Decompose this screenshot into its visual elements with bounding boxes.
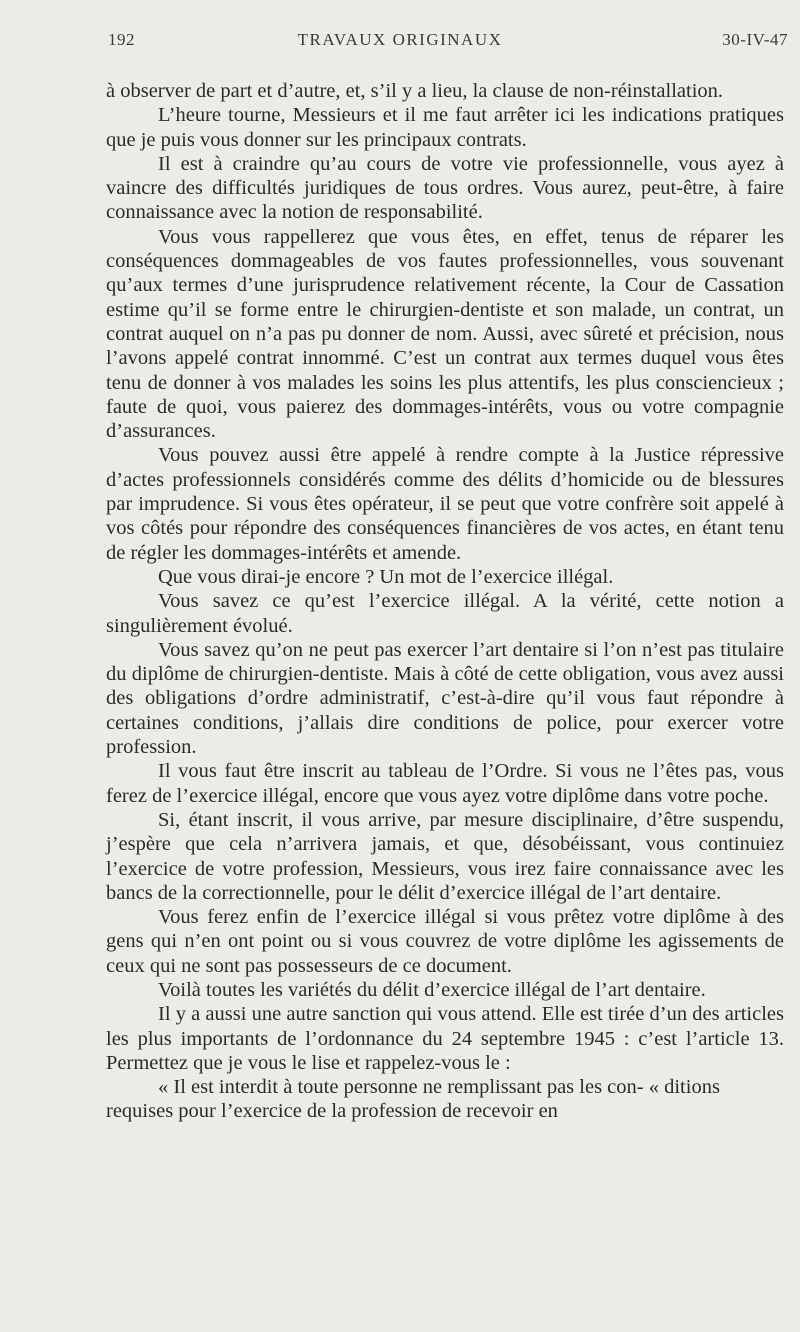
paragraph-7: Vous savez ce qu’est l’exercice illégal. A la vérité, cette notion a singulièrement évolué. xyxy=(106,590,784,637)
paragraph-10: Si, étant inscrit, il vous arrive, par mesure disciplinaire, d’être suspendu, j’espère que cela n’arrivera jamais, et que, désobéissant, vous continuiez l’exercice de votre profession, Messieurs, vous irez faire connaissance avec les bancs de la correctionnelle, pour le délit d’exercice illégal de l’art dentaire. xyxy=(106,808,784,904)
paragraph-9: Il vous faut être inscrit au tableau de l’Ordre. Si vous ne l’êtes pas, vous ferez de l’exercice illégal, encore que vous ayez votre diplôme dans votre poche. xyxy=(106,760,784,807)
paragraph-5: Vous pouvez aussi être appelé à rendre compte à la Justice répressive d’actes professionnels considérés comme des délits d’homicide ou de blessures par imprudence. Si vous êtes opérateur, il se peut que votre confrère soit appelé à vos côtés pour répondre des conséquences financières de vos actes, en étant tenu de régler les dommages-intérêts et amende. xyxy=(106,444,784,564)
paragraph-2: L’heure tourne, Messieurs et il me faut arrêter ici les indications pratiques que je puis vous donner sur les principaux contrats. xyxy=(106,104,784,151)
page-header xyxy=(0,30,800,54)
paragraph-13: Il y a aussi une autre sanction qui vous attend. Elle est tirée d’un des articles les plus importants de l’ordonnance du 24 septembre 1945 : c’est l’article 13. Permettez que je vous le lise et rappelez-vous le : xyxy=(106,1003,784,1074)
paragraph-1: à observer de part et d’autre, et, s’il y a lieu, la clause de non-réinstallation. xyxy=(106,80,724,102)
paragraph-6: Que vous dirai-je encore ? Un mot de l’exercice illégal. xyxy=(158,565,614,588)
body-text xyxy=(106,79,784,1124)
paragraph-4: Vous vous rappellerez que vous êtes, en effet, tenus de réparer les conséquences dommageables de vos fautes professionnelles, vous souvenant qu’aux termes d’une jurisprudence relativement récente, la Cour de Cassation estime qu’il se forme entre le chirurgien-dentiste et son malade, un contrat, un contrat auquel on n’a pas pu donner de nom. Aussi, avec sûreté et précision, nous l’avons appelé contrat innommé. C’est un contrat aux termes duquel vous êtes tenu de donner à vos malades les soins les plus attentifs, les plus consciencieux ; faute de quoi, vous paierez des dommages-intérêts, vous ou votre compagnie d’assurances. xyxy=(106,225,784,443)
paragraph-14: « Il est interdit à toute personne ne remplissant pas les con- « ditions requises pour l’exercice de la profession de recevoir en xyxy=(106,1076,720,1123)
header-date: 30-IV-47 xyxy=(722,30,788,49)
running-title: TRAVAUX ORIGINAUX xyxy=(297,30,503,49)
paragraph-12: Voilà toutes les variétés du délit d’exercice illégal de l’art dentaire. xyxy=(158,978,706,1001)
page-number: 192 xyxy=(108,30,135,49)
paragraph-8: Vous savez qu’on ne peut pas exercer l’art dentaire si l’on n’est pas titulaire du diplôme de chirurgien-dentiste. Mais à côté de cette obligation, vous avez aussi des obligations d’ordre administratif, c’est-à-dire qu’il vous faut répondre à certaines conditions, j’allais dire conditions de police, pour exercer votre profession. xyxy=(106,638,784,759)
paragraph-11: Vous ferez enfin de l’exercice illégal si vous prêtez votre diplôme à des gens qui n’en ont point ou si vous couvrez de votre diplôme les agissements de ceux qui ne sont pas possesseurs de ce document. xyxy=(106,906,784,977)
paragraph-3: Il est à craindre qu’au cours de votre vie professionnelle, vous ayez à vaincre des difficultés juridiques de tous ordres. Vous aurez, peut-être, à faire connaissance avec la notion de responsabilité. xyxy=(106,152,784,224)
